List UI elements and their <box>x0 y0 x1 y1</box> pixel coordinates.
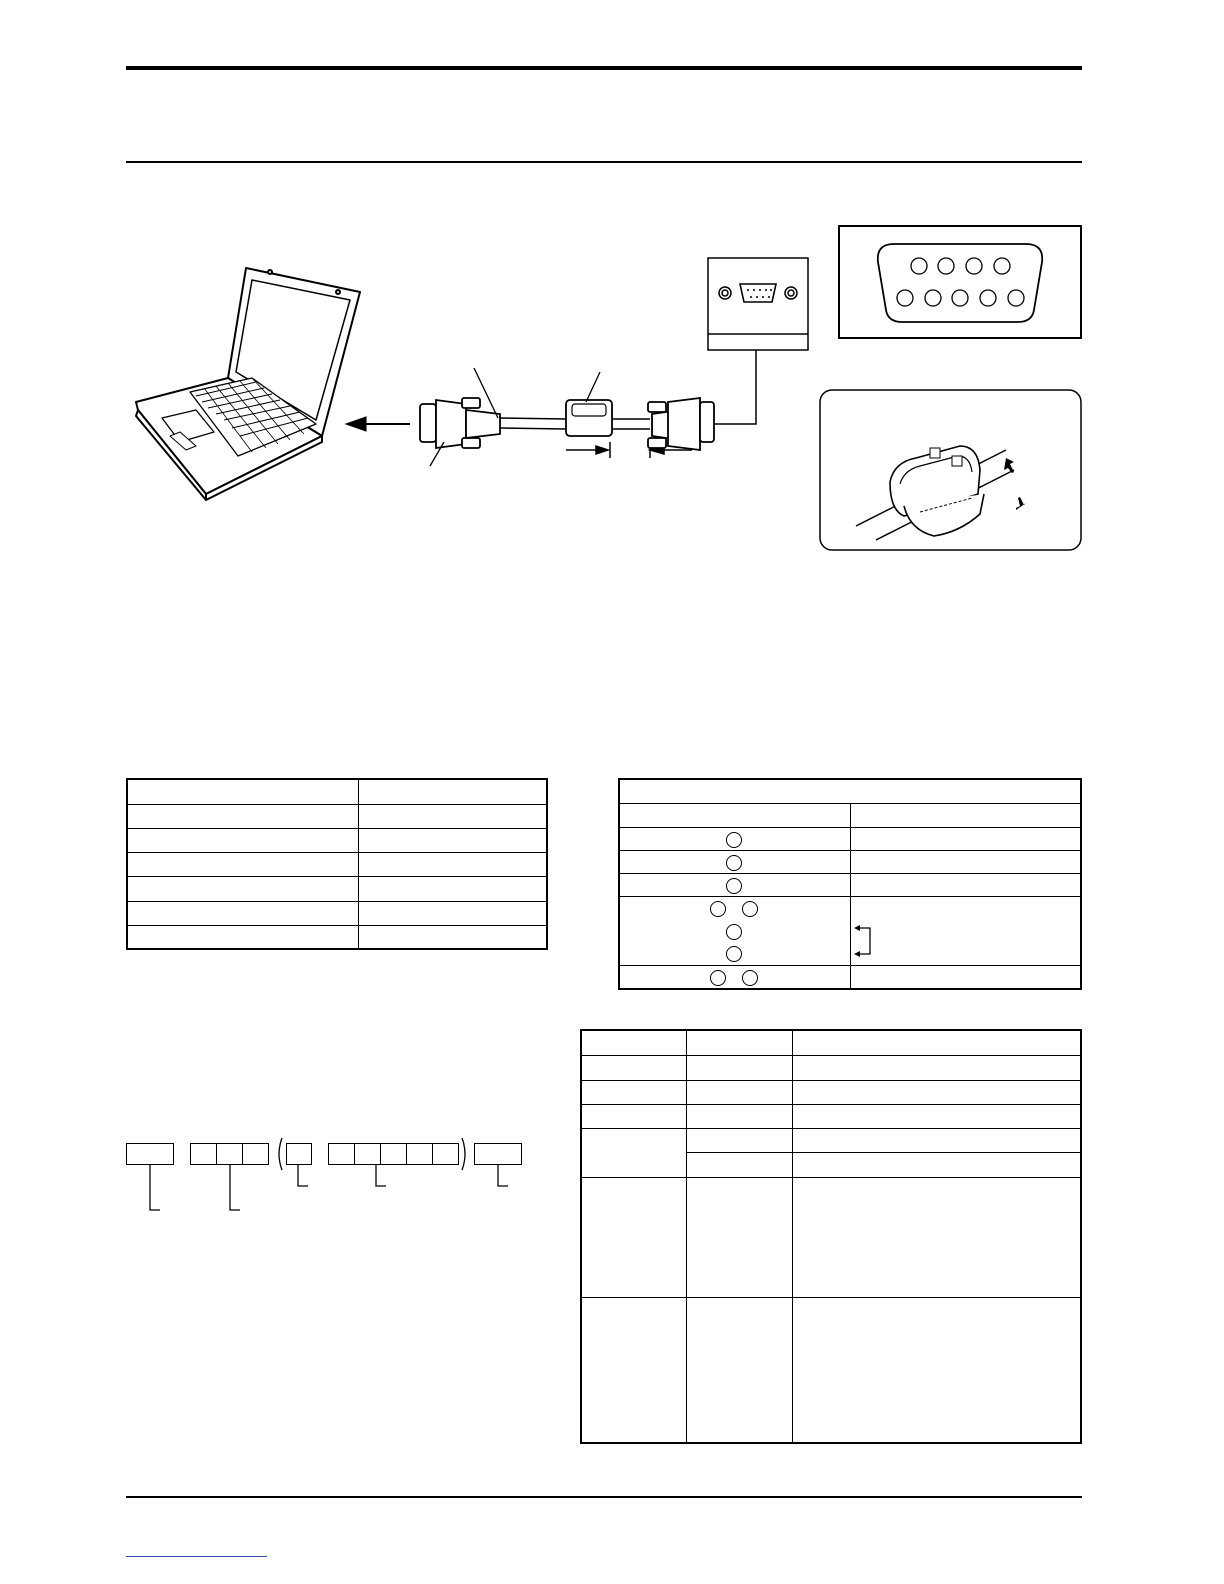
command-table <box>580 1029 1082 1444</box>
footer-rule <box>126 1496 1082 1498</box>
footer-link-underline[interactable] <box>126 1556 267 1557</box>
